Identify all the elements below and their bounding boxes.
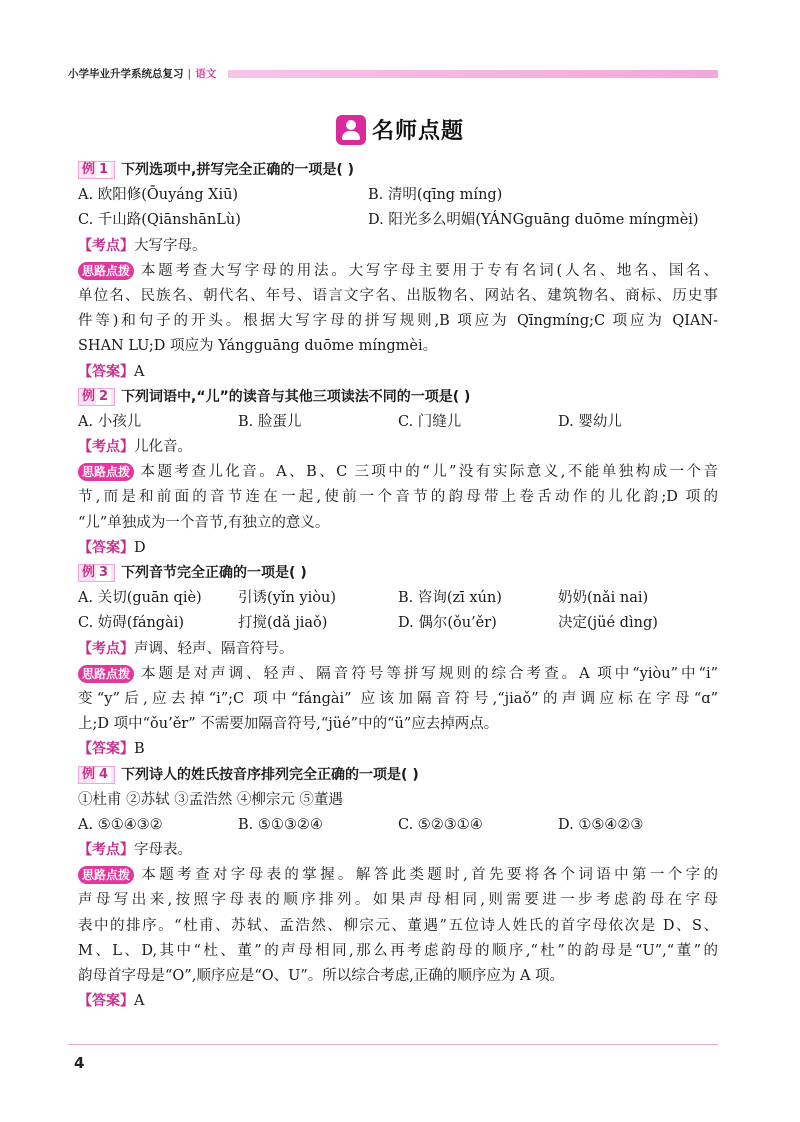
teacher-icon (336, 115, 366, 145)
think-badge: 思路点拨 (78, 463, 134, 481)
point-text: 儿化音。 (134, 439, 192, 456)
option-a: A. 关切(guān qiè) (78, 590, 202, 607)
option-d: D. 婴幼儿 (558, 413, 622, 430)
question-line (78, 385, 718, 410)
answer-line (78, 360, 718, 385)
footer-divider (68, 1044, 718, 1045)
options-row (78, 183, 718, 208)
options-row (78, 208, 718, 233)
question-text: 下列诗人的姓氏按音序排列完全正确的一项是( ) (121, 766, 419, 783)
analysis-line: 变“y”后,应去掉“i”;C 项中“fángài” 应该加隔音符号,“jiaǒ”的声调应标在字母“ɑ” (78, 690, 718, 707)
analysis-line: 思路点拨 本题考查对字母表的掌握。解答此类题时,首先要将各个词语中第一个字的 (78, 863, 718, 888)
items-line: ①杜甫 ②苏轼 ③孟浩然 ④柳宗元 ⑤董遇 (78, 791, 343, 808)
think-badge: 思路点拨 (78, 262, 134, 280)
analysis-line: 单位名、民族名、朝代名、年号、语言文字名、出版物名、网站名、建筑物名、商标、历史事 (78, 287, 718, 304)
analysis-line: “儿”单独成为一个音节,有独立的意义。 (78, 514, 330, 531)
analysis-line: 思路点拨 本题是对声调、轻声、隔音符号等拼写规则的综合考查。A 项中“yiòu”中“i” (78, 662, 718, 687)
header-bar (228, 70, 718, 78)
analysis-line: 件等)和句子的开头。根据大写字母的拼写规则,B 项应为 Qīngmíng;C 项应为 QIAN- (78, 313, 718, 330)
option-b: B. 清明(qīng míng) (368, 187, 503, 204)
point-text: 声调、轻声、隔音符号。 (134, 640, 294, 657)
answer-text: A (134, 993, 145, 1010)
answer-line (78, 989, 718, 1014)
option-b: B. 咨询(zī xún) (398, 590, 502, 607)
example-badge: 例 2 (78, 388, 115, 406)
header-separator: | (187, 68, 192, 80)
option-a-2: 引诱(yǐn yiòu) (238, 590, 336, 607)
point-text: 字母表。 (134, 842, 192, 859)
point-label: 【考点】 (78, 842, 134, 859)
options-row (78, 813, 718, 838)
analysis-line: 节,而是和前面的音节连在一起,使前一个音节的韵母带上卷舌动作的儿化韵;D 项的 (78, 489, 718, 506)
option-a: A. ⑤①④③② (78, 816, 163, 833)
section-heading (0, 114, 800, 146)
question-line (78, 763, 718, 788)
analysis-line: SHAN LU;D 项应为 Yángguāng duōme míngmèi。 (78, 338, 438, 355)
answer-label: 【答案】 (78, 993, 134, 1010)
example-badge: 例 3 (78, 564, 115, 582)
question-text: 下列选项中,拼写完全正确的一项是( ) (121, 162, 355, 178)
page-number: 4 (74, 1054, 85, 1072)
option-b-2: 奶奶(nǎi nai) (558, 590, 649, 607)
option-b: B. 脸蛋儿 (238, 413, 302, 430)
book-title: 小学毕业升学系统总复习 (68, 68, 184, 80)
option-c: C. ⑤②③①④ (398, 816, 483, 833)
option-c: C. 千山路(QiānshānLù) (78, 212, 241, 229)
answer-text: B (134, 741, 145, 758)
point-line (78, 637, 718, 662)
point-line (78, 838, 718, 863)
option-d-2: 决定(jüé dìng) (558, 615, 658, 632)
option-c: C. 门缝儿 (398, 413, 462, 430)
option-a: A. 欧阳修(Ōuyáng Xiū) (78, 187, 239, 204)
point-text: 大写字母。 (134, 237, 207, 254)
example-badge: 例 1 (78, 161, 115, 179)
analysis-line: 表中的排序。“杜甫、苏轼、孟浩然、柳宗元、董遇”五位诗人姓氏的首字母依次是 D、S、 (78, 917, 718, 934)
answer-text: D (134, 539, 146, 556)
header-text (68, 66, 216, 82)
option-d: D. 偶尔(ǒu’ěr) (398, 615, 497, 632)
answer-label: 【答案】 (78, 363, 134, 380)
analysis-line: 声母写出来,按照字母表的顺序排列。如果声母相同,则需要进一步考虑韵母在字母 (78, 892, 718, 909)
options-row (78, 410, 718, 435)
analysis-line: 思路点拨 本题考查儿化音。A、B、C 三项中的“儿”没有实际意义,不能单独构成一个音 (78, 460, 718, 485)
option-c: C. 妨碍(fángài) (78, 615, 185, 632)
answer-line (78, 536, 718, 561)
point-label: 【考点】 (78, 237, 134, 254)
answer-label: 【答案】 (78, 539, 134, 556)
running-header (68, 66, 718, 82)
option-b: B. ⑤①③②④ (238, 816, 323, 833)
option-a: A. 小孩儿 (78, 413, 142, 430)
point-line (78, 435, 718, 460)
question-text: 下列音节完全正确的一项是( ) (121, 565, 307, 581)
options-row (78, 611, 718, 636)
analysis-line: 上;D 项中“ǒu’ěr” 不需要加隔音符号,“jüé”中的“ü”应去掉两点。 (78, 716, 499, 733)
section-title: 名师点题 (371, 119, 464, 144)
question-line (78, 561, 718, 586)
point-label: 【考点】 (78, 439, 134, 456)
analysis-line: 思路点拨 本题考查大写字母的用法。大写字母主要用于专有名词(人名、地名、国名、 (78, 259, 718, 284)
analysis-line: 韵母首字母是“O”,顺序应是“O、U”。所以综合考虑,正确的顺序应为 A 项。 (78, 968, 565, 984)
question-text: 下列词语中,“儿”的读音与其他三项读法不同的一项是( ) (121, 388, 471, 405)
example-badge: 例 4 (78, 766, 115, 784)
option-d: D. ①⑤④②③ (558, 816, 644, 833)
option-d: D. 阳光多么明媚(YÁNGguāng duōme míngmèi) (368, 212, 699, 229)
options-row (78, 586, 718, 611)
think-badge: 思路点拨 (78, 866, 134, 884)
answer-line (78, 737, 718, 762)
point-label: 【考点】 (78, 640, 134, 657)
think-badge: 思路点拨 (78, 665, 134, 683)
answer-text: A (134, 363, 145, 380)
point-line (78, 234, 718, 259)
main-content (78, 158, 718, 1014)
option-c-2: 打搅(dǎ jiaǒ) (238, 615, 328, 632)
analysis-line: M、L、D,其中“杜、董”的声母相同,那么再考虑韵母的顺序,“杜”的韵母是“U”,“董”的 (78, 942, 718, 959)
question-line (78, 158, 718, 183)
subject-label: 语文 (195, 68, 217, 80)
answer-label: 【答案】 (78, 741, 134, 758)
